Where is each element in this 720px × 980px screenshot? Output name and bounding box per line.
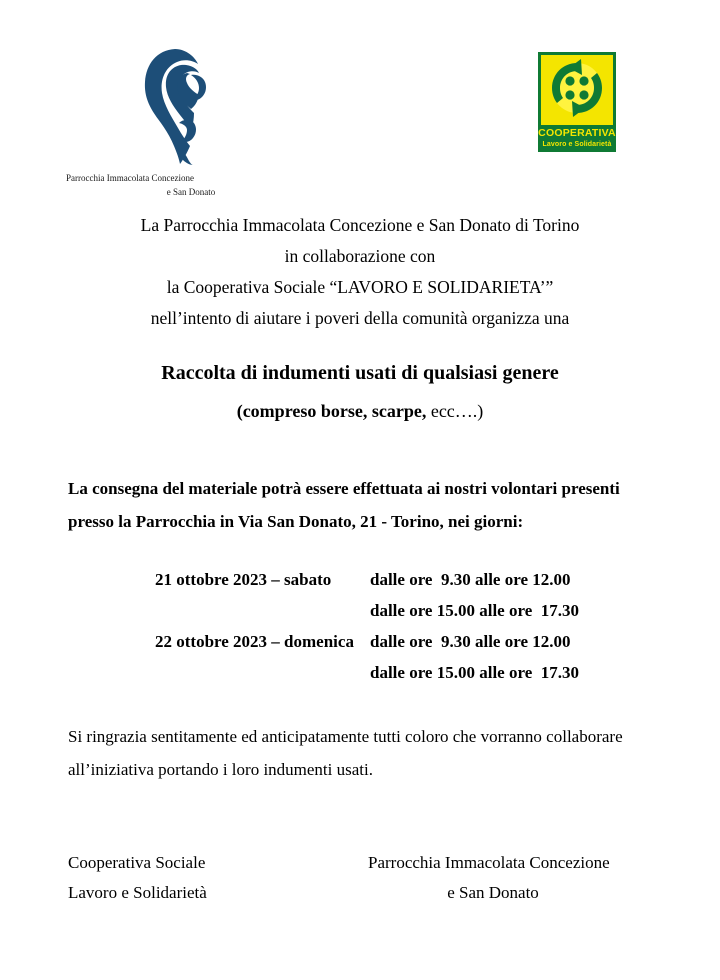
parish-caption-line1: Parrocchia Immacolata Concezione — [66, 173, 194, 183]
schedule-day: 22 ottobre 2023 – domenica — [155, 632, 354, 651]
headline-sub-regular: ecc….) — [426, 401, 484, 421]
schedule-time: dalle ore 15.00 alle ore 17.30 — [370, 601, 580, 620]
headline-sub — [0, 396, 720, 426]
signature-coop-line1: Cooperativa Sociale — [68, 853, 206, 872]
thanks-paragraph — [0, 720, 720, 786]
parish-caption-line2: e San Donato — [166, 187, 216, 197]
headline-main: Raccolta di indumenti usati di qualsiasi genere — [161, 362, 559, 384]
parish-logo-block — [62, 45, 292, 199]
thanks-line-2: all’iniziativa portando i loro indumenti usati. — [68, 760, 373, 779]
madonna-profile-logo-icon — [137, 45, 217, 165]
intro-line-4: nell’intento di aiutare i poveri della comunità organizza una — [150, 308, 570, 328]
schedule-row — [155, 595, 720, 626]
header — [0, 0, 720, 210]
delivery-line-1: La consegna del materiale potrà essere effettuata ai nostri volontari presenti — [68, 479, 620, 498]
signature-parish-line2: e San Donato — [447, 883, 539, 902]
signature-cooperativa — [68, 848, 207, 908]
coop-logo-title: COOPERATIVA — [538, 127, 616, 139]
schedule-row — [155, 564, 720, 595]
coop-logo-block — [538, 52, 616, 152]
signature-coop-line2: Lavoro e Solidarietà — [68, 883, 207, 902]
intro-line-1: La Parrocchia Immacolata Concezione e San Donato di Torino — [140, 215, 580, 235]
schedule-time: dalle ore 9.30 alle ore 12.00 — [370, 632, 571, 651]
recycling-arrows-icon — [541, 55, 613, 125]
intro-line-3: la Cooperativa Sociale “LAVORO E SOLIDARIETA’” — [166, 277, 554, 297]
coop-logo-yellow-field — [541, 55, 613, 125]
schedule-day: 21 ottobre 2023 – sabato — [155, 570, 332, 589]
coop-logo-subtitle: Lavoro e Solidarietà — [542, 141, 612, 148]
intro-line-2: in collaborazione con — [284, 246, 436, 266]
schedule-row — [155, 657, 720, 688]
delivery-paragraph — [0, 472, 720, 538]
intro-block — [0, 210, 720, 334]
signature-parish-line1: Parrocchia Immacolata Concezione — [368, 853, 610, 872]
body-content — [0, 210, 720, 918]
delivery-line-2: presso la Parrocchia in Via San Donato, 21 - Torino, nei giorni: — [68, 512, 524, 531]
signature-block — [0, 848, 720, 918]
schedule-block — [0, 564, 720, 688]
schedule-time: dalle ore 15.00 alle ore 17.30 — [370, 663, 580, 682]
coop-logo-card — [538, 52, 616, 152]
schedule-time: dalle ore 9.30 alle ore 12.00 — [370, 570, 571, 589]
thanks-line-1: Si ringrazia sentitamente ed anticipatamente tutti coloro che vorranno collaborare — [68, 727, 623, 746]
coop-logo-banner — [538, 125, 616, 152]
parish-caption — [62, 171, 292, 199]
schedule-row — [155, 626, 720, 657]
signature-parrocchia — [368, 848, 618, 908]
headline-sub-bold: (compreso borse, scarpe, — [236, 401, 427, 421]
